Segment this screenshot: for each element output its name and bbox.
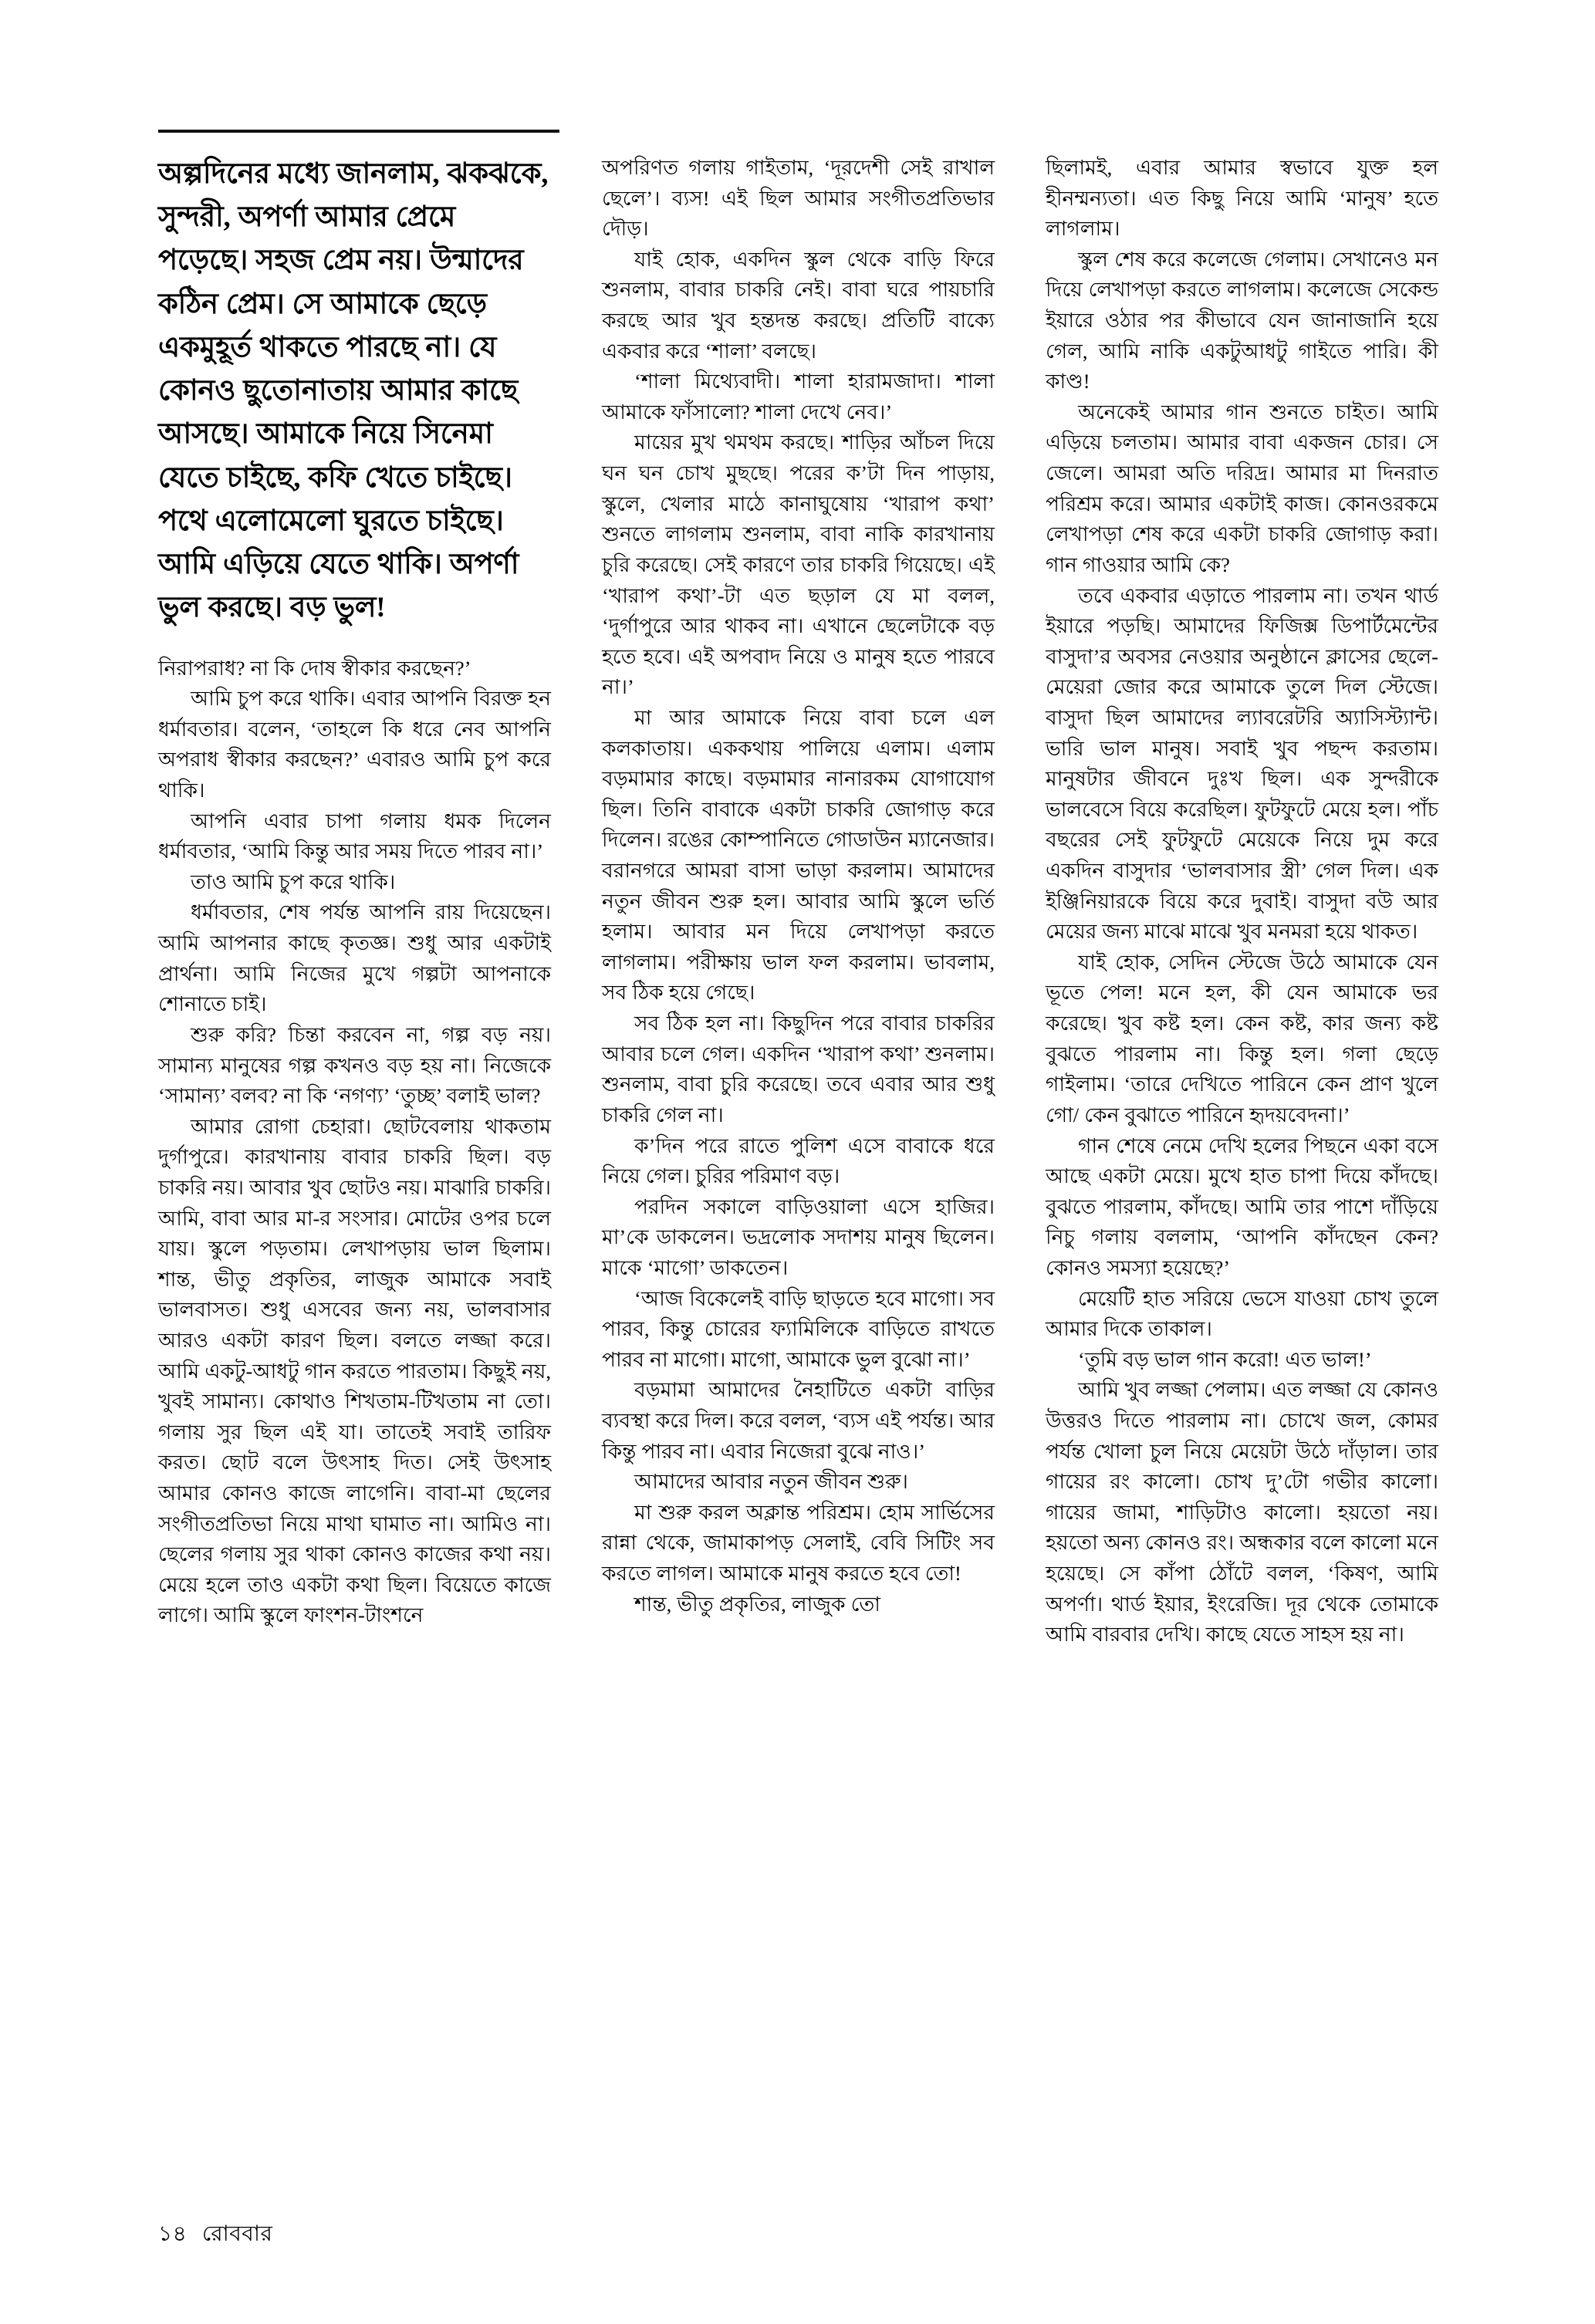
paragraph: আমি খুব লজ্জা পেলাম। এত লজ্জা যে কোনও উত্তরও দিতে পারলাম না। চোখে জল, কোমর পর্যন্ত খোলা চুল নিয়ে মেয়েটা উঠে দাঁড়াল। তার গায়ের রং কালো। চোখ দু’টো গভীর কালো। গায়ের জামা, শাড়িটাও কালো। হয়তো নয়। হয়তো অন্য কোনও রং। অন্ধকার বলে কালো মনে হয়েছে। সে কাঁপা ঠোঁটে বলল, ‘কিষণ, আমি অপর্ণা। থার্ড ইয়ার, ইংরেজি। দূর থেকে তোমাকে আমি বারবার দেখি। কাছে যেতে সাহস হয় না। bbox=[1046, 1378, 1438, 1647]
column-1 bbox=[158, 153, 551, 1650]
paragraph: শান্ত, ভীতু প্রকৃতির, লাজুক তো bbox=[634, 1592, 880, 1616]
paragraph: শুরু করি? চিন্তা করবেন না, গল্প বড় নয়। সামান্য মানুষের গল্প কখনও বড় হয় না। নিজেকে ‘সামান্য’ বলব? না কি ‘নগণ্য’ ‘তুচ্ছ’ বলাই ভাল? bbox=[158, 1022, 551, 1108]
paragraph: ছিলামই, এবার আমার স্বভাবে যুক্ত হল হীনম্মন্যতা। এত কিছু নিয়ে আমি ‘মানুষ’ হতে লাগলাম। bbox=[1046, 156, 1438, 241]
paragraph: যাই হোক, একদিন স্কুল থেকে বাড়ি ফিরে শুনলাম, বাবার চাকরি নেই। বাবা ঘরে পায়চারি করছে আর খুব হন্তদন্ত করছে। প্রতিটি বাক্যে একবার করে ‘শালা’ বলছে। bbox=[602, 247, 995, 363]
paragraph: ‘তুমি বড় ভাল গান করো! এত ভাল!’ bbox=[1078, 1347, 1372, 1371]
paragraph: আমাদের আবার নতুন জীবন শুরু। bbox=[634, 1470, 908, 1494]
lede-paragraph: অল্পদিনের মধ্যে জানলাম, ঝকঝকে, সুন্দরী, অপর্ণা আমার প্রেমে পড়েছে। সহজ প্রেম নয়। উন্মাদের কঠিন প্রেম। সে আমাকে ছেড়ে একমুহূর্ত থাকতে পারছে না। যে কোনও ছুতোনাতায় আমার কাছে আসছে। আমাকে নিয়ে সিনেমা যেতে চাইছে, কফি খেতে চাইছে। পথে এলোমেলো ঘুরতে চাইছে। আমি এড়িয়ে যেতে থাকি। অপর্ণা ভুল করছে। বড় ভুল! bbox=[158, 158, 549, 624]
paragraph: বড়মামা আমাদের নৈহাটিতে একটা বাড়ির ব্যবস্থা করে দিল। করে বলল, ‘ব্যস এই পর্যন্ত। আর কিন্তু পারব না। এবার নিজেরা বুঝে নাও।’ bbox=[602, 1378, 995, 1463]
paragraph: আমি চুপ করে থাকি। এবার আপনি বিরক্ত হন ধর্মাবতার। বলেন, ‘তাহলে কি ধরে নেব আপনি অপরাধ স্বীকার করছেন?’ এবারও আমি চুপ করে থাকি। bbox=[158, 687, 551, 802]
paragraph: ধর্মাবতার, শেষ পর্যন্ত আপনি রায় দিয়েছেন। আমি আপনার কাছে কৃতজ্ঞ। শুধু আর একটাই প্রার্থনা। আমি নিজের মুখে গল্পটা আপনাকে শোনাতে চাই। bbox=[158, 900, 551, 1016]
paragraph: অপরিণত গলায় গাইতাম, ‘দূরদেশী সেই রাখাল ছেলে’। ব্যস! এই ছিল আমার সংগীতপ্রতিভার দৌড়। bbox=[602, 156, 995, 241]
paragraph: মায়ের মুখ থমথম করছে। শাড়ির আঁচল দিয়ে ঘন ঘন চোখ মুছছে। পরের ক’টা দিন পাড়ায়, স্কুলে, খেলার মাঠে কানাঘুষোয় ‘খারাপ কথা’ শুনতে লাগলাম শুনলাম, বাবা নাকি কারখানায় চুরি করেছে। সেই কারণে তার চাকরি গিয়েছে। এই ‘খারাপ কথা’-টা এত ছড়াল যে মা বলল, ‘দুর্গাপুরে আর থাকব না। এখানে ছেলেটাকে বড় হতে হবে। এই অপবাদ নিয়ে ও মানুষ হতে পারবে না।’ bbox=[602, 431, 995, 699]
column-3 bbox=[1046, 153, 1438, 1650]
paragraph: পরদিন সকালে বাড়িওয়ালা এসে হাজির। মা’কে ডাকলেন। ভদ্রলোক সদাশয় মানুষ ছিলেন। মাকে ‘মাগো’ ডাকতেন। bbox=[602, 1194, 995, 1279]
paragraph: তবে একবার এড়াতে পারলাম না। তখন থার্ড ইয়ারে পড়ছি। আমাদের ফিজিক্স ডিপার্টমেন্টের বাসুদা’র অবসর নেওয়ার অনুষ্ঠানে ক্লাসের ছেলে-মেয়েরা জোর করে আমাকে তুলে দিল স্টেজে। বাসুদা ছিল আমাদের ল্যাবরেটরি অ্যাসিস্ট্যান্ট। ভারি ভাল মানুষ। সবাই খুব পছন্দ করতাম। মানুষটার জীবনে দুঃখ ছিল। এক সুন্দরীকে ভালবেসে বিয়ে করেছিল। ফুটফুটে মেয়ে হল। পাঁচ বছরের সেই ফুটফুটে মেয়েকে নিয়ে দুম করে একদিন বাসুদার ‘ভালবাসার স্ত্রী’ গেল দিল। এক ইঞ্জিনিয়ারকে বিয়ে করে দুবাই। বাসুদা বউ আর মেয়ের জন্য মাঝে মাঝে খুব মনমরা হয়ে থাকত। bbox=[1046, 583, 1438, 944]
paragraph: গান শেষে নেমে দেখি হলের পিছনে একা বসে আছে একটা মেয়ে। মুখে হাত চাপা দিয়ে কাঁদছে। বুঝতে পারলাম, কাঁদছে। আমি তার পাশে দাঁড়িয়ে নিচু গলায় বললাম, ‘আপনি কাঁদছেন কেন? কোনও সমস্যা হয়েছে?’ bbox=[1046, 1133, 1438, 1279]
paragraph: আপনি এবার চাপা গলায় ধমক দিলেন ধর্মাবতার, ‘আমি কিন্তু আর সময় দিতে পারব না।’ bbox=[158, 809, 551, 863]
paragraph: ‘আজ বিকেলেই বাড়ি ছাড়তে হবে মাগো। সব পারব, কিন্তু চোরের ফ্যামিলিকে বাড়িতে রাখতে পারব না মাগো। মাগো, আমাকে ভুল বুঝো না।’ bbox=[602, 1286, 995, 1371]
magazine-name: রোববার bbox=[201, 2222, 273, 2246]
paragraph: সব ঠিক হল না। কিছুদিন পরে বাবার চাকরির আবার চলে গেল। একদিন ‘খারাপ কথা’ শুনলাম। শুনলাম, বাবা চুরি করেছে। তবে এবার আর শুধু চাকরি গেল না। bbox=[602, 1012, 995, 1127]
paragraph: আমার রোগা চেহারা। ছোটবেলায় থাকতাম দুর্গাপুরে। কারখানায় বাবার চাকরি ছিল। বড় চাকরি নয়। আবার খুব ছোটও নয়। মাঝারি চাকরি। আমি, বাবা আর মা-র সংসার। মোটের ওপর চলে যায়। স্কুলে পড়তাম। লেখাপড়ায় ভাল ছিলাম। শান্ত, ভীতু প্রকৃতির, লাজুক আমাকে সবাই ভালবাসত। শুধু এসবের জন্য নয়, ভালবাসার আরও একটা কারণ ছিল। বলতে লজ্জা করে। আমি একটু-আধটু গান করতে পারতাম। কিছুই নয়, খুবই সামান্য। কোথাও শিখতাম-টিখতাম না তো। গলায় সুর ছিল এই যা। তাতেই সবাই তারিফ করত। ছোট বলে উৎসাহ দিত। সেই উৎসাহ আমার কোনও কাজে লাগেনি। বাবা-মা ছেলের সংগীতপ্রতিভা নিয়ে মাথা ঘামাত না। আমিও না। ছেলের গলায় সুর থাকা কোনও কাজের কথা নয়। মেয়ে হলে তাও একটা কথা ছিল। বিয়েতে কাজে লাগে। আমি স্কুলে ফাংশন-টাংশনে bbox=[158, 1114, 551, 1627]
paragraph: যাই হোক, সেদিন স্টেজে উঠে আমাকে যেন ভূতে পেল! মনে হল, কী যেন আমাকে ভর করেছে। খুব কষ্ট হল। কেন কষ্ট, কার জন্য কষ্ট বুঝতে পারলাম না। কিন্তু হল। গলা ছেড়ে গাইলাম। ‘তারে দেখিতে পারিনে কেন প্রাণ খুলে গো/ কেন বুঝাতে পারিনে হৃদয়বেদনা।’ bbox=[1046, 950, 1438, 1127]
paragraph: তাও আমি চুপ করে থাকি। bbox=[191, 870, 396, 893]
paragraph: নিরাপরাধ? না কি দোষ স্বীকার করছেন?’ bbox=[158, 656, 471, 680]
paragraph: ক’দিন পরে রাতে পুলিশ এসে বাবাকে ধরে নিয়ে গেল। চুরির পরিমাণ বড়। bbox=[602, 1133, 995, 1188]
page-content bbox=[158, 116, 1439, 2184]
top-rule bbox=[158, 130, 559, 133]
paragraph: স্কুল শেষ করে কলেজে গেলাম। সেখানেও মন দিয়ে লেখাপড়া করতে লাগলাম। কলেজে সেকেন্ড ইয়ারে ওঠার পর কীভাবে যেন জানাজানি হয়ে গেল, আমি নাকি একটুআধটু গাইতে পারি। কী কাণ্ড! bbox=[1046, 247, 1438, 394]
paragraph: মেয়েটি হাত সরিয়ে ভেসে যাওয়া চোখ তুলে আমার দিকে তাকাল। bbox=[1046, 1286, 1438, 1341]
article-columns bbox=[158, 153, 1439, 1650]
paragraph: মা শুরু করল অক্লান্ত পরিশ্রম। হোম সার্ভিসের রান্না থেকে, জামাকাপড় সেলাই, বেবি সিটিং সব করতে লাগল। আমাকে মানুষ করতে হবে তো! bbox=[602, 1500, 995, 1586]
column-2 bbox=[602, 153, 995, 1650]
paragraph: ‘শালা মিথ্যেবাদী। শালা হারামজাদা। শালা আমাকে ফাঁসালো? শালা দেখে নেব।’ bbox=[602, 370, 995, 424]
page-footer bbox=[158, 2217, 272, 2253]
paragraph: অনেকেই আমার গান শুনতে চাইত। আমি এড়িয়ে চলতাম। আমার বাবা একজন চোর। সে জেলে। আমরা অতি দরিদ্র। আমার মা দিনরাত পরিশ্রম করে। আমার একটাই কাজ। কোনওরকমে লেখাপড়া শেষ করে একটা চাকরি জোগাড় করা। গান গাওয়ার আমি কে? bbox=[1046, 400, 1438, 576]
page-number: ১৪ bbox=[158, 2222, 188, 2246]
paragraph: মা আর আমাকে নিয়ে বাবা চলে এল কলকাতায়। এককথায় পালিয়ে এলাম। এলাম বড়মামার কাছে। বড়মামার নানারকম যোগাযোগ ছিল। তিনি বাবাকে একটা চাকরি জোগাড় করে দিলেন। রঙের কোম্পানিতে গোডাউন ম্যানেজার। বরানগরে আমরা বাসা ভাড়া করলাম। আমাদের নতুন জীবন শুরু হল। আবার আমি স্কুলে ভর্তি হলাম। আবার মন দিয়ে লেখাপড়া করতে লাগলাম। পরীক্ষায় ভাল ফল করলাম। ভাবলাম, সব ঠিক হয়ে গেছে। bbox=[602, 705, 995, 1005]
